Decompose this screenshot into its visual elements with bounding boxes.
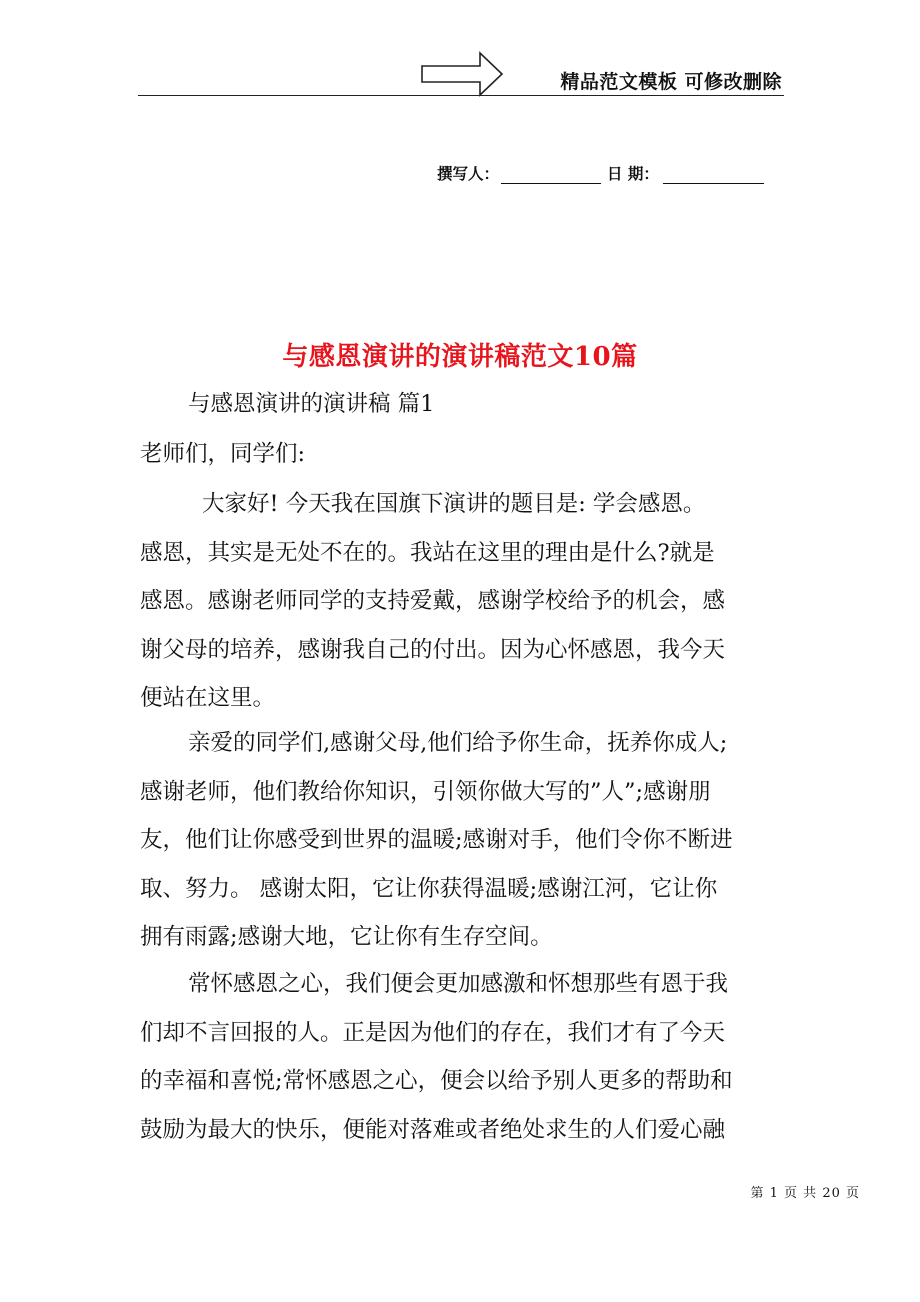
paragraph-2: [140, 719, 784, 962]
paragraph-line: 们却不言回报的人。正是因为他们的存在，我们才有了今天: [140, 1019, 726, 1046]
paragraph-line: 大家好! 今天我在国旗下演讲的题目是: 学会感恩。: [202, 491, 706, 517]
header-label: 精品范文模板 可修改删除: [560, 71, 782, 93]
paragraph-1: [140, 480, 784, 723]
paragraph-line: 鼓励为最大的快乐，便能对落难或者绝处求生的人们爱心融: [140, 1116, 726, 1143]
page-header: [138, 50, 784, 98]
date-blank: [663, 165, 764, 184]
paragraph-line: 便站在这里。: [140, 685, 276, 711]
paragraph-3: [140, 960, 784, 1154]
document-title: 与感恩演讲的演讲稿范文10篇: [282, 342, 638, 372]
paragraph-line: 常怀感恩之心，我们便会更加感激和怀想那些有恩于我: [188, 971, 729, 997]
author-label: 撰写人：: [437, 165, 500, 183]
salutation: 老师们，同学们:: [140, 441, 306, 467]
header-divider: [138, 95, 784, 96]
page-number: 第 1 页 共 20 页: [750, 1186, 860, 1201]
paragraph-line: 谢父母的培养，感谢我自己的付出。因为心怀感恩，我今天: [140, 636, 726, 663]
paragraph-line: 取、努力。 感谢太阳，它让你获得温暖;感谢江河，它让你: [140, 875, 718, 902]
paragraph-line: 友，他们让你感受到世界的温暖;感谢对手，他们令你不断进: [140, 827, 733, 853]
arrow-right-icon: [420, 50, 504, 98]
paragraph-line: 亲爱的同学们,感谢父母,他们给予你生命，抚养你成人;: [188, 730, 728, 756]
paragraph-line: 感恩，其实是无处不在的。我站在这里的理由是什么?就是: [140, 539, 715, 566]
paragraph-line: 拥有雨露;感谢大地，它让你有生存空间。: [140, 924, 553, 950]
paragraph-line: 感谢老师，他们教给你知识，引领你做大写的”人”;感谢朋: [140, 778, 711, 805]
author-date-line: [437, 160, 766, 184]
paragraph-line: 感恩。感谢老师同学的支持爱戴，感谢学校给予的机会，感: [140, 588, 726, 614]
author-blank: [501, 165, 601, 184]
paragraph-line: 的幸福和喜悦;常怀感恩之心，便会以给予别人更多的帮助和: [140, 1068, 733, 1094]
date-label: 日 期：: [607, 165, 659, 183]
section-subheading: 与感恩演讲的演讲稿 篇1: [188, 391, 435, 417]
